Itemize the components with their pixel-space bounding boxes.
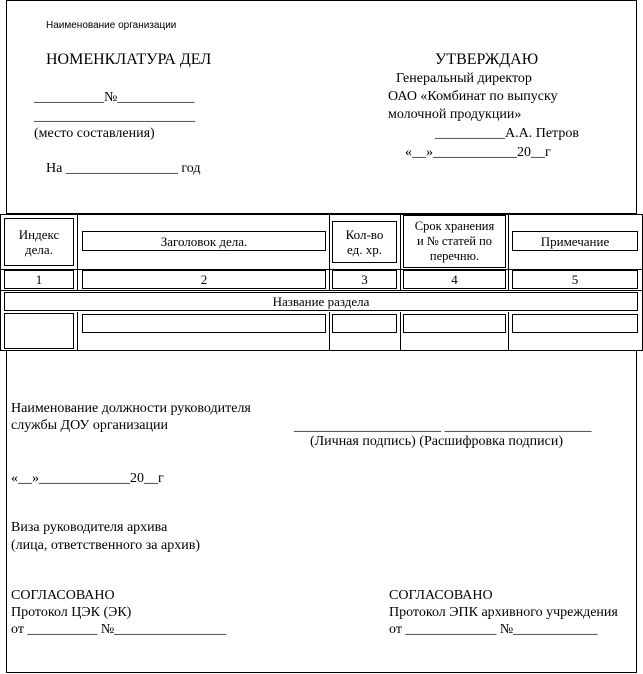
data-cell-note[interactable]	[512, 314, 638, 333]
dou-head-line2: службы ДОУ организации	[11, 418, 168, 433]
table-col-divider	[508, 214, 509, 290]
approval-company-line1: ОАО «Комбинат по выпуску	[388, 89, 558, 104]
signature-caption: (Личная подпись) (Расшифровка подписи)	[310, 434, 563, 449]
place-caption: (место составления)	[34, 126, 155, 141]
header-count-line1: Кол-во	[345, 227, 384, 242]
agreed-left-protocol: Протокол ЦЭК (ЭК)	[11, 605, 132, 620]
table-top-border	[0, 214, 643, 215]
data-cell-storage[interactable]	[403, 314, 506, 333]
table-col-divider	[400, 312, 401, 350]
column-number-text: 1	[35, 272, 43, 287]
column-number-2	[82, 270, 326, 289]
date-line[interactable]: «__»_____________20__г	[11, 471, 164, 486]
data-cell-index[interactable]	[4, 313, 74, 349]
header-note-text: Примечание	[540, 233, 610, 249]
agreed-right-protocol: Протокол ЭПК архивного учреждения	[389, 605, 618, 620]
column-number-1	[4, 270, 74, 289]
header-cell-index	[4, 218, 74, 266]
section-title-text: Название раздела	[272, 294, 370, 309]
table-numbers-bottom	[0, 290, 643, 291]
header-frame	[6, 0, 637, 214]
column-number-5	[512, 270, 638, 289]
place-line[interactable]: _______________________	[34, 109, 195, 124]
approval-title: УТВЕРЖДАЮ	[435, 51, 539, 68]
table-col-divider	[508, 312, 509, 350]
header-cell-title	[82, 231, 326, 251]
archive-visa-line1: Виза руководителя архива	[11, 520, 168, 535]
agreed-left-title: СОГЛАСОВАНО	[11, 588, 115, 603]
header-count-line2: ед. хр.	[347, 242, 382, 257]
header-title-text: Заголовок дела.	[160, 233, 248, 249]
signature-lines[interactable]: _____________________ _____________________	[294, 419, 592, 434]
header-cell-note	[512, 231, 638, 251]
dou-head-line1: Наименование должности руководителя	[11, 401, 251, 416]
header-storage-line3: перечню.	[429, 249, 480, 263]
approval-signer[interactable]: __________А.А. Петров	[435, 126, 579, 141]
header-storage-line2: и № статей по	[416, 234, 493, 248]
archive-visa-line2: (лица, ответственного за архив)	[11, 538, 200, 553]
org-name-label: Наименование организации	[46, 20, 177, 31]
header-index-line2: дела.	[25, 242, 53, 257]
agreed-right-title: СОГЛАСОВАНО	[389, 588, 493, 603]
column-number-text: 2	[200, 272, 208, 287]
agreed-right-line[interactable]: от _____________ №____________	[389, 622, 598, 637]
header-storage-line1: Срок хранения	[414, 219, 495, 233]
table-col-divider	[329, 312, 330, 350]
table-col-divider	[400, 214, 401, 290]
data-cell-count[interactable]	[332, 314, 397, 333]
approval-date[interactable]: «__»____________20__г	[405, 145, 551, 160]
table-col-divider	[77, 214, 78, 290]
header-index-line1: Индекс	[18, 227, 60, 242]
column-number-text: 4	[451, 272, 458, 287]
table-col-divider	[77, 312, 78, 350]
table-col-divider	[329, 214, 330, 290]
section-title-cell	[4, 292, 638, 311]
data-cell-title[interactable]	[82, 314, 326, 333]
year-line[interactable]: На ________________ год	[46, 161, 201, 176]
column-number-4	[403, 270, 506, 289]
table-col-divider	[0, 214, 1, 350]
column-number-3	[332, 270, 397, 289]
approval-position: Генеральный директор	[396, 71, 532, 86]
header-cell-storage	[403, 215, 506, 268]
approval-company-line2: молочной продукции»	[388, 107, 522, 122]
document-title: НОМЕНКЛАТУРА ДЕЛ	[46, 51, 212, 68]
header-cell-count	[332, 221, 397, 263]
table-bottom-border	[0, 350, 643, 351]
number-line[interactable]: __________№___________	[34, 90, 195, 105]
column-number-text: 3	[361, 272, 368, 287]
agreed-left-line[interactable]: от __________ №________________	[11, 622, 227, 637]
column-number-text: 5	[571, 272, 579, 287]
